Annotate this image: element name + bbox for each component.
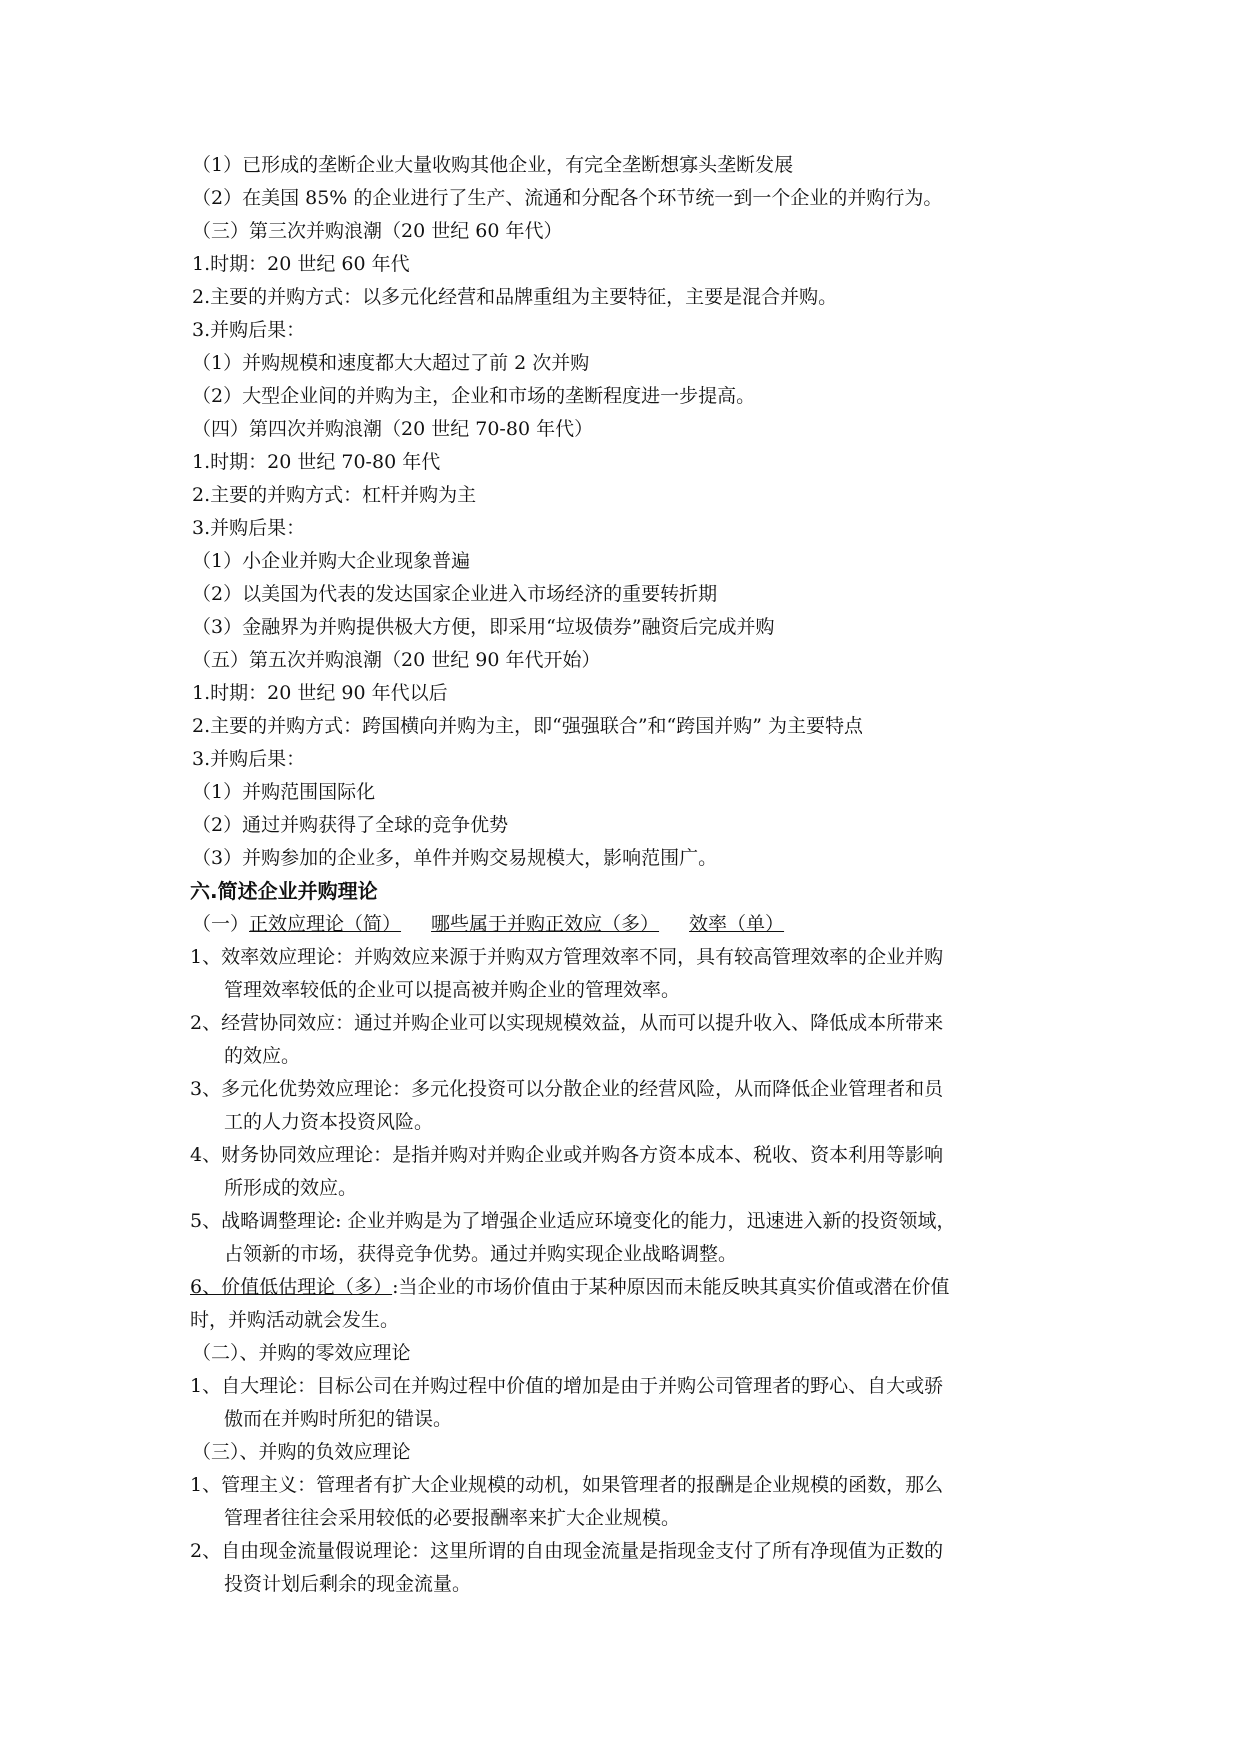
text-line: （2）以美国为代表的发达国家企业进入市场经济的重要转折期: [192, 583, 718, 605]
subsection-heading-negative-effect: （三）、并购的负效应理论: [192, 1441, 411, 1463]
list-item: 2、自由现金流量假说理论：这里所谓的自由现金流量是指现金支付了所有净现值为正数的 投资计划后剩余的现金流量。: [190, 1540, 944, 1595]
subsection-prefix: （一）: [192, 913, 250, 935]
text-line: 2.主要的并购方式：杠杆并购为主: [192, 484, 477, 506]
list-item: 3、多元化优势效应理论：多元化投资可以分散企业的经营风险，从而降低企业管理者和员 工的人力资本投资风险。: [190, 1078, 944, 1133]
subsection-title: 正效应理论（简） 哪些属于并购正效应（多） 效率（单）: [249, 913, 785, 935]
document-body: [190, 149, 1070, 1601]
text-line: （2）大型企业间的并购为主，企业和市场的垄断程度进一步提高。: [192, 385, 756, 407]
list-item: 1、自大理论：目标公司在并购过程中价值的增加是由于并购公司管理者的野心、自大或骄 傲而在并购时所犯的错误。: [190, 1375, 944, 1430]
text-line: （3）金融界为并购提供极大方便，即采用“垃圾债券”融资后完成并购: [192, 616, 775, 638]
text-line: （五）第五次并购浪潮（20 世纪 90 年代开始）: [192, 649, 601, 671]
text-line: 1.时期：20 世纪 90 年代以后: [192, 682, 448, 704]
text-line: （1）并购规模和速度都大大超过了前 2 次并购: [192, 352, 590, 374]
text-line: （2）通过并购获得了全球的竞争优势: [192, 814, 509, 836]
list-item: 1、管理主义：管理者有扩大企业规模的动机，如果管理者的报酬是企业规模的函数，那么 管理者往往会采用较低的必要报酬率来扩大企业规模。: [190, 1474, 944, 1529]
list-item: 4、财务协同效应理论：是指并购对并购企业或并购各方资本成本、税收、资本利用等影响 所形成的效应。: [190, 1144, 944, 1199]
text-line: 时，并购活动就会发生。: [190, 1309, 400, 1331]
text-line: 3.并购后果：: [192, 517, 306, 539]
text-line: 1.时期：20 世纪 60 年代: [192, 253, 410, 275]
text-line: （1）已形成的垄断企业大量收购其他企业，有完全垄断想寡头垄断发展: [192, 154, 794, 176]
list-item-value-underestimation: 6、价值低估理论（多）:当企业的市场价值由于某种原因而未能反映其真实价值或潜在价值: [190, 1276, 950, 1298]
text-line: 1.时期：20 世纪 70-80 年代: [192, 451, 441, 473]
text-line: （3）并购参加的企业多，单件并购交易规模大，影响范围广。: [192, 847, 718, 869]
section-heading: 六.简述企业并购理论: [190, 879, 378, 903]
list-item: 2、经营协同效应：通过并购企业可以实现规模效益，从而可以提升收入、降低成本所带来 的效应。: [190, 1012, 944, 1067]
text-line: 2.主要的并购方式：以多元化经营和品牌重组为主要特征，主要是混合并购。: [192, 286, 838, 308]
text-line: （1）并购范围国际化: [192, 781, 376, 803]
text-line: （1）小企业并购大企业现象普遍: [192, 550, 471, 572]
text-line: 3.并购后果：: [192, 748, 306, 770]
list-item: 1、效率效应理论：并购效应来源于并购双方管理效率不同，具有较高管理效率的企业并购 管理效率较低的企业可以提高被并购企业的管理效率。: [190, 946, 944, 1001]
subsection-heading-positive-effect: [190, 908, 1070, 941]
text-line: 3.并购后果：: [192, 319, 306, 341]
text-line: 2.主要的并购方式：跨国横向并购为主，即“强强联合”和“跨国并购” 为主要特点: [192, 715, 864, 737]
subsection-heading-zero-effect: （二）、并购的零效应理论: [192, 1342, 411, 1364]
text-line: （2）在美国 85% 的企业进行了生产、流通和分配各个环节统一到一个企业的并购行为。: [192, 187, 943, 209]
text-line: （四）第四次并购浪潮（20 世纪 70-80 年代）: [192, 418, 594, 440]
list-item: 5、战略调整理论: 企业并购是为了增强企业适应环境变化的能力，迅速进入新的投资领域， 占领新的市场，获得竞争优势。通过并购实现企业战略调整。: [190, 1210, 956, 1265]
text-line: （三）第三次并购浪潮（20 世纪 60 年代）: [192, 220, 563, 242]
